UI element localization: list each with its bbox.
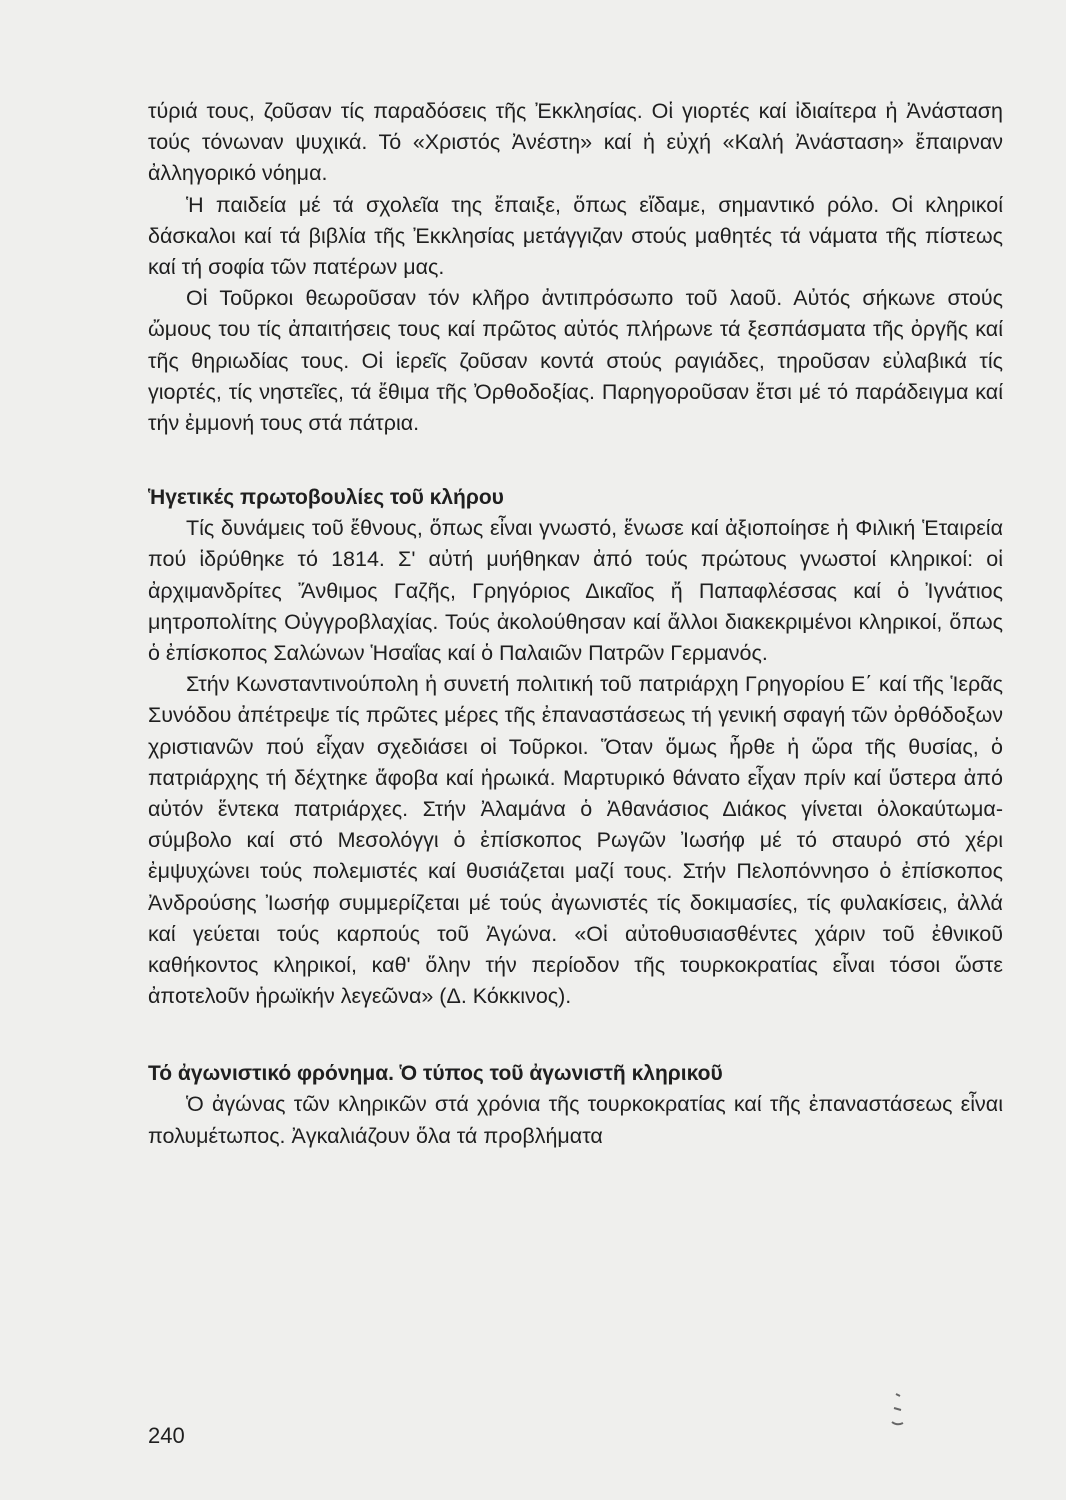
paragraph-6: Ὁ ἀγώνας τῶν κληρικῶν στά χρόνια τῆς τουρκοκρατίας καί τῆς ἐπαναστάσεως εἶναι πολυμέτωπος. Ἀγκαλιάζουν ὅλα τά προβλήματα xyxy=(148,1092,1003,1148)
section-spacer xyxy=(148,1012,1003,1058)
paragraph-3: Οἱ Τοῦρκοι θεωροῦσαν τόν κλῆρο ἀντιπρόσωπο τοῦ λαοῦ. Αὐτός σήκωνε στούς ὤμους του τίς ἀπαιτήσεις τους καί πρῶτος αὐτός πλήρωνε τά ξεσπάσματα τῆς ὀργῆς καί τῆς θηριωδίας τους. Οἱ ἱερεῖς ζοῦσαν κοντά στούς ραγιάδες, τηροῦσαν εὐλαβικά τίς γιορτές, τίς νηστεῖες, τά ἔθιμα τῆς Ὀρθοδοξίας. Παρηγοροῦσαν ἔτσι μέ τό παράδειγμα καί τήν ἐμμονή τους στά πάτρια. xyxy=(148,286,1003,436)
paragraph-5: Στήν Κωνσταντινούπολη ἡ συνετή πολιτική τοῦ πατριάρχη Γρηγορίου Ε΄ καί τῆς Ἱερᾶς Συνόδου ἀπέτρεψε τίς πρῶτες μέρες τῆς ἐπαναστάσεως τή γενική σφαγή τῶν ὀρθόδοξων χριστιανῶν πού εἶχαν σχεδιάσει οἱ Τοῦρκοι. Ὅταν ὅμως ἦρθε ἡ ὥρα τῆς θυσίας, ὁ πατριάρχης τή δέχτηκε ἄφοβα καί ἡρωικά. Μαρτυρικό θάνατο εἶχαν πρίν καί ὕστερα ἀπό αὐτόν ἕντεκα πατριάρχες. Στήν Ἀλαμάνα ὁ Ἀθανάσιος Διάκος γίνεται ὁλοκαύτωμα-σύμβολο καί στό Μεσολόγγι ὁ ἐπίσκοπος Ρωγῶν Ἰωσήφ μέ τό σταυρό στό χέρι ἐμψυχώνει τούς πολεμιστές καί θυσιάζεται μαζί τους. Στήν Πελοπόννησο ὁ ἐπίσκοπος Ἀνδρούσης Ἰωσήφ συμμερίζεται μέ τούς ἀγωνιστές τίς δοκιμασίες, τίς φυλακίσεις, ἀλλά καί γεύεται τούς καρπούς τοῦ Ἀγώνα. «Οἱ αὐτοθυσιασθέντες χάριν τοῦ ἐθνικοῦ καθήκοντος κληρικοί, καθ' ὅλην τήν περίοδον τῆς τουρκοκρατίας εἶναι τόσοι ὥστε ἀποτελοῦν ἡρωϊκήν λεγεῶνα» (Δ. Κόκκινος). xyxy=(148,672,1003,1009)
paragraph-1: τύριά τους, ζοῦσαν τίς παραδόσεις τῆς Ἐκκλησίας. Οἱ γιορτές καί ἰδιαίτερα ἡ Ἀνάσταση τούς τόνωναν ψυχικά. Τό «Χριστός Ἀνέστη» καί ἡ εὐχή «Καλή Ἀνάσταση» ἔπαιρναν ἀλληγορικό νόημα. xyxy=(148,99,1003,186)
page-body xyxy=(148,96,1003,1152)
paragraph-4: Τίς δυνάμεις τοῦ ἔθνους, ὅπως εἶναι γνωστό, ἕνωσε καί ἀξιοποίησε ἡ Φιλική Ἑταιρεία πού ἱδρύθηκε τό 1814. Σ' αὐτή μυήθηκαν ἀπό τούς πρώτους γνωστοί κληρικοί: οἱ ἀρχιμανδρίτες Ἄνθιμος Γαζῆς, Γρηγόριος Δικαῖος ἤ Παπαφλέσσας καί ὁ Ἰγνάτιος μητροπολίτης Οὐγγροβλαχίας. Τούς ἀκολούθησαν καί ἄλλοι διακεκριμένοι κληρικοί, ὅπως ὁ ἐπίσκοπος Σαλώνων Ἡσαΐας καί ὁ Παλαιῶν Πατρῶν Γερμανός. xyxy=(148,516,1003,666)
ink-smudge-mark xyxy=(888,1392,906,1432)
page-number: 240 xyxy=(148,1423,185,1448)
section-spacer xyxy=(148,439,1003,482)
paragraph-2: Ἡ παιδεία μέ τά σχολεῖα της ἔπαιξε, ὅπως εἴδαμε, σημαντικό ρόλο. Οἱ κληρικοί δάσκαλοι καί τά βιβλία τῆς Ἐκκλησίας μετάγγιζαν στούς μαθητές τά νάματα τῆς πίστεως καί τή σοφία τῶν πατέρων μας. xyxy=(148,192,1003,280)
section-heading-fighting-spirit: Τό ἀγωνιστικό φρόνημα. Ὁ τύπος τοῦ ἀγωνιστῆ κληρικοῦ xyxy=(148,1062,723,1086)
section-heading-clergy-initiatives: Ἡγετικές πρωτοβουλίες τοῦ κλήρου xyxy=(148,486,504,510)
